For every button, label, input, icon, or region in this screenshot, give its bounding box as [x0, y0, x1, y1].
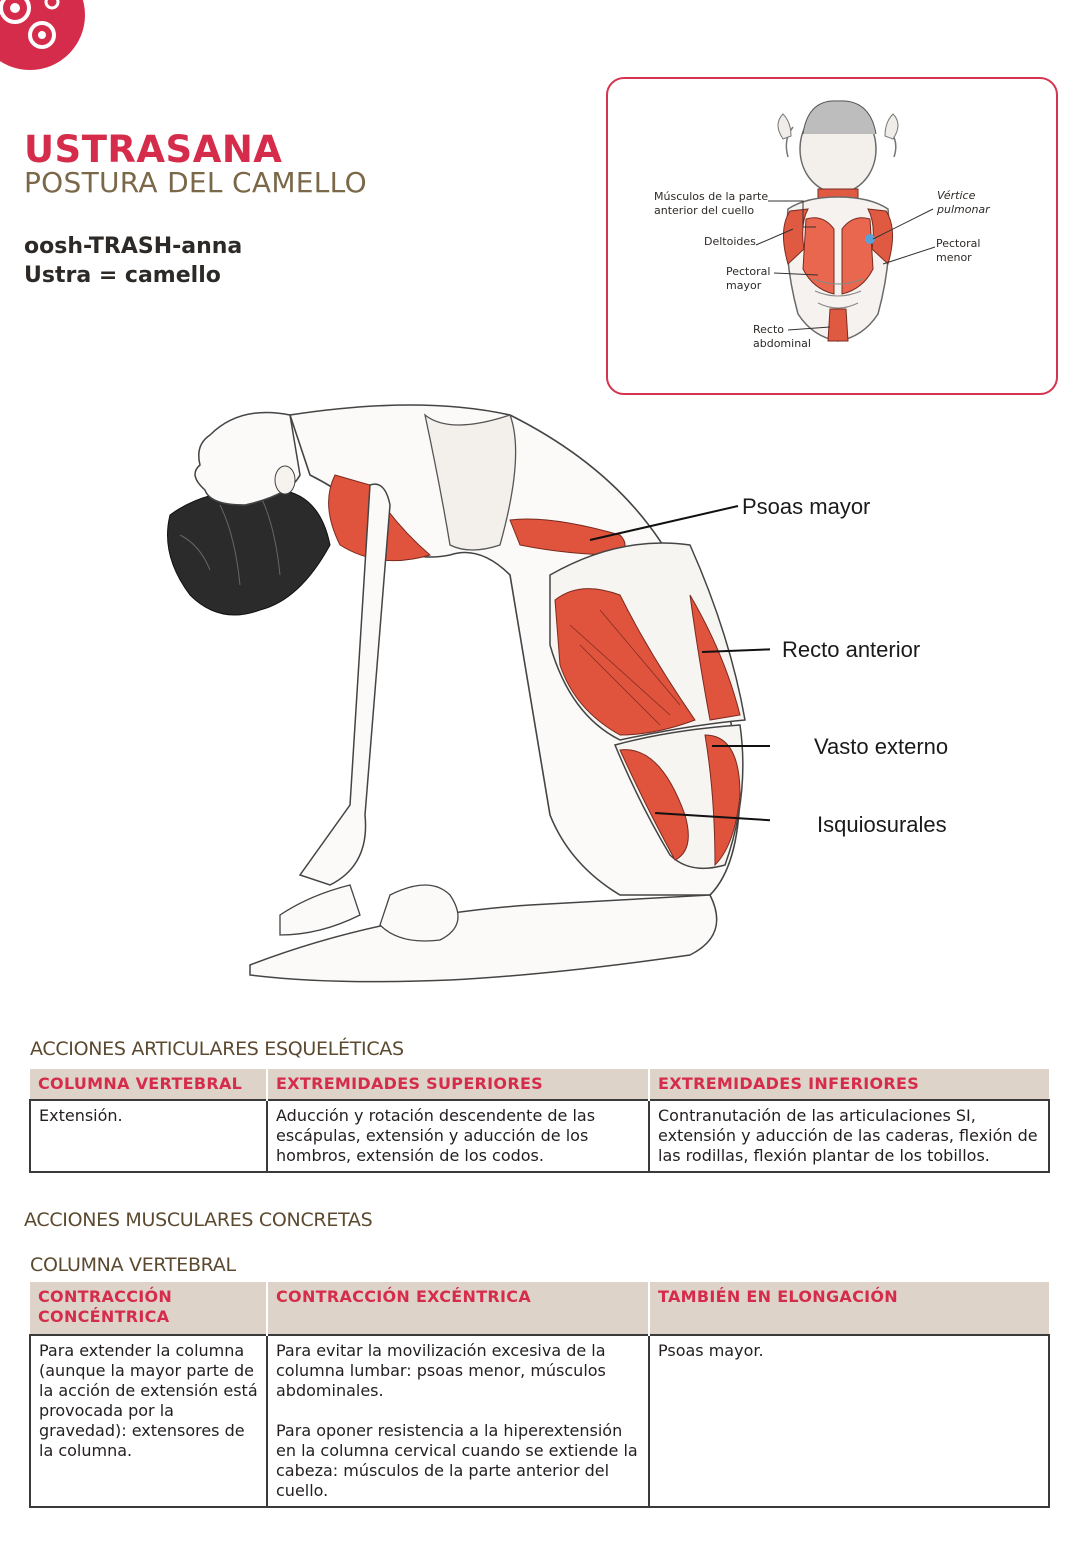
label-vastus-lateralis: Vasto externo	[814, 734, 949, 759]
table-header-row	[30, 1282, 1049, 1335]
muscle-actions-table	[29, 1282, 1050, 1508]
column-header: EXTREMIDADES INFERIORES	[649, 1069, 1049, 1100]
label-lung-apex-line1: Vértice	[937, 189, 976, 202]
spine-subheading: COLUMNA VERTEBRAL	[30, 1254, 236, 1276]
pronunciation-block	[24, 232, 242, 290]
eccentric-text-2: Para oponer resistencia a la hiperextensión en la columna cervical cuando se extiende la cabeza: músculos de la parte anterior del cuello.	[276, 1421, 638, 1500]
label-neck-muscles-line2: anterior del cuello	[654, 204, 755, 217]
label-pectoral-minor	[936, 237, 980, 265]
label-pectoral-major	[726, 265, 770, 293]
label-pectoral-minor-line2: menor	[936, 251, 972, 264]
column-header: COLUMNA VERTEBRAL	[30, 1069, 267, 1100]
table-cell: Para extender la columna (aunque la mayor parte de la acción de extensión está provocada por la gravedad): extensores de la columna.	[30, 1335, 267, 1507]
pronunciation: oosh-TRASH-anna	[24, 234, 243, 259]
label-rectus-line1: Recto	[753, 323, 785, 336]
label-neck-muscles-line1: Músculos de la parte	[654, 190, 769, 203]
inset-torso-illustration	[608, 79, 1060, 397]
table-row	[30, 1335, 1049, 1507]
table-row	[30, 1100, 1049, 1172]
inset-figure-box	[606, 77, 1058, 395]
name-meaning: Ustra = camello	[24, 263, 221, 288]
table-cell: Extensión.	[30, 1100, 267, 1172]
column-header: CONTRACCIÓN CONCÉNTRICA	[30, 1282, 267, 1335]
camel-pose-illustration	[150, 395, 770, 995]
label-pectoral-minor-line1: Pectoral	[936, 237, 981, 250]
column-header: EXTREMIDADES SUPERIORES	[267, 1069, 649, 1100]
muscle-actions-heading: ACCIONES MUSCULARES CONCRETAS	[24, 1209, 373, 1231]
label-neck-muscles	[654, 190, 768, 218]
table-cell: Contranutación de las articulaciones SI, extensión y aducción de las caderas, flexión de las rodillas, flexión plantar de los tobillos.	[649, 1100, 1049, 1172]
brand-logo-icon	[0, 0, 90, 75]
pose-title: USTRASANA	[24, 128, 283, 171]
joint-actions-table	[29, 1069, 1050, 1173]
label-rectus-line2: abdominal	[753, 337, 811, 350]
table-cell: Psoas mayor.	[649, 1335, 1049, 1507]
joint-actions-heading: ACCIONES ARTICULARES ESQUELÉTICAS	[30, 1038, 404, 1060]
label-psoas-major: Psoas mayor	[742, 494, 871, 519]
label-lung-apex-line2: pulmonar	[937, 203, 990, 216]
label-deltoids: Deltoides	[704, 235, 756, 248]
pose-subtitle: POSTURA DEL CAMELLO	[24, 166, 367, 199]
table-header-row	[30, 1069, 1049, 1100]
label-pectoral-major-line2: mayor	[726, 279, 762, 292]
eccentric-text-1: Para evitar la movilización excesiva de la columna lumbar: psoas menor, músculos abdominales.	[276, 1341, 606, 1400]
label-pectoral-major-line1: Pectoral	[726, 265, 771, 278]
table-cell	[267, 1335, 649, 1507]
label-rectus-abdominis	[753, 323, 811, 351]
label-hamstrings: Isquiosurales	[817, 812, 947, 837]
label-rectus-femoris: Recto anterior	[782, 637, 921, 662]
table-cell: Aducción y rotación descendente de las escápulas, extensión y aducción de los hombros, extensión de los codos.	[267, 1100, 649, 1172]
label-lung-apex	[937, 189, 990, 217]
column-header: CONTRACCIÓN EXCÉNTRICA	[267, 1282, 649, 1335]
column-header: TAMBIÉN EN ELONGACIÓN	[649, 1282, 1049, 1335]
